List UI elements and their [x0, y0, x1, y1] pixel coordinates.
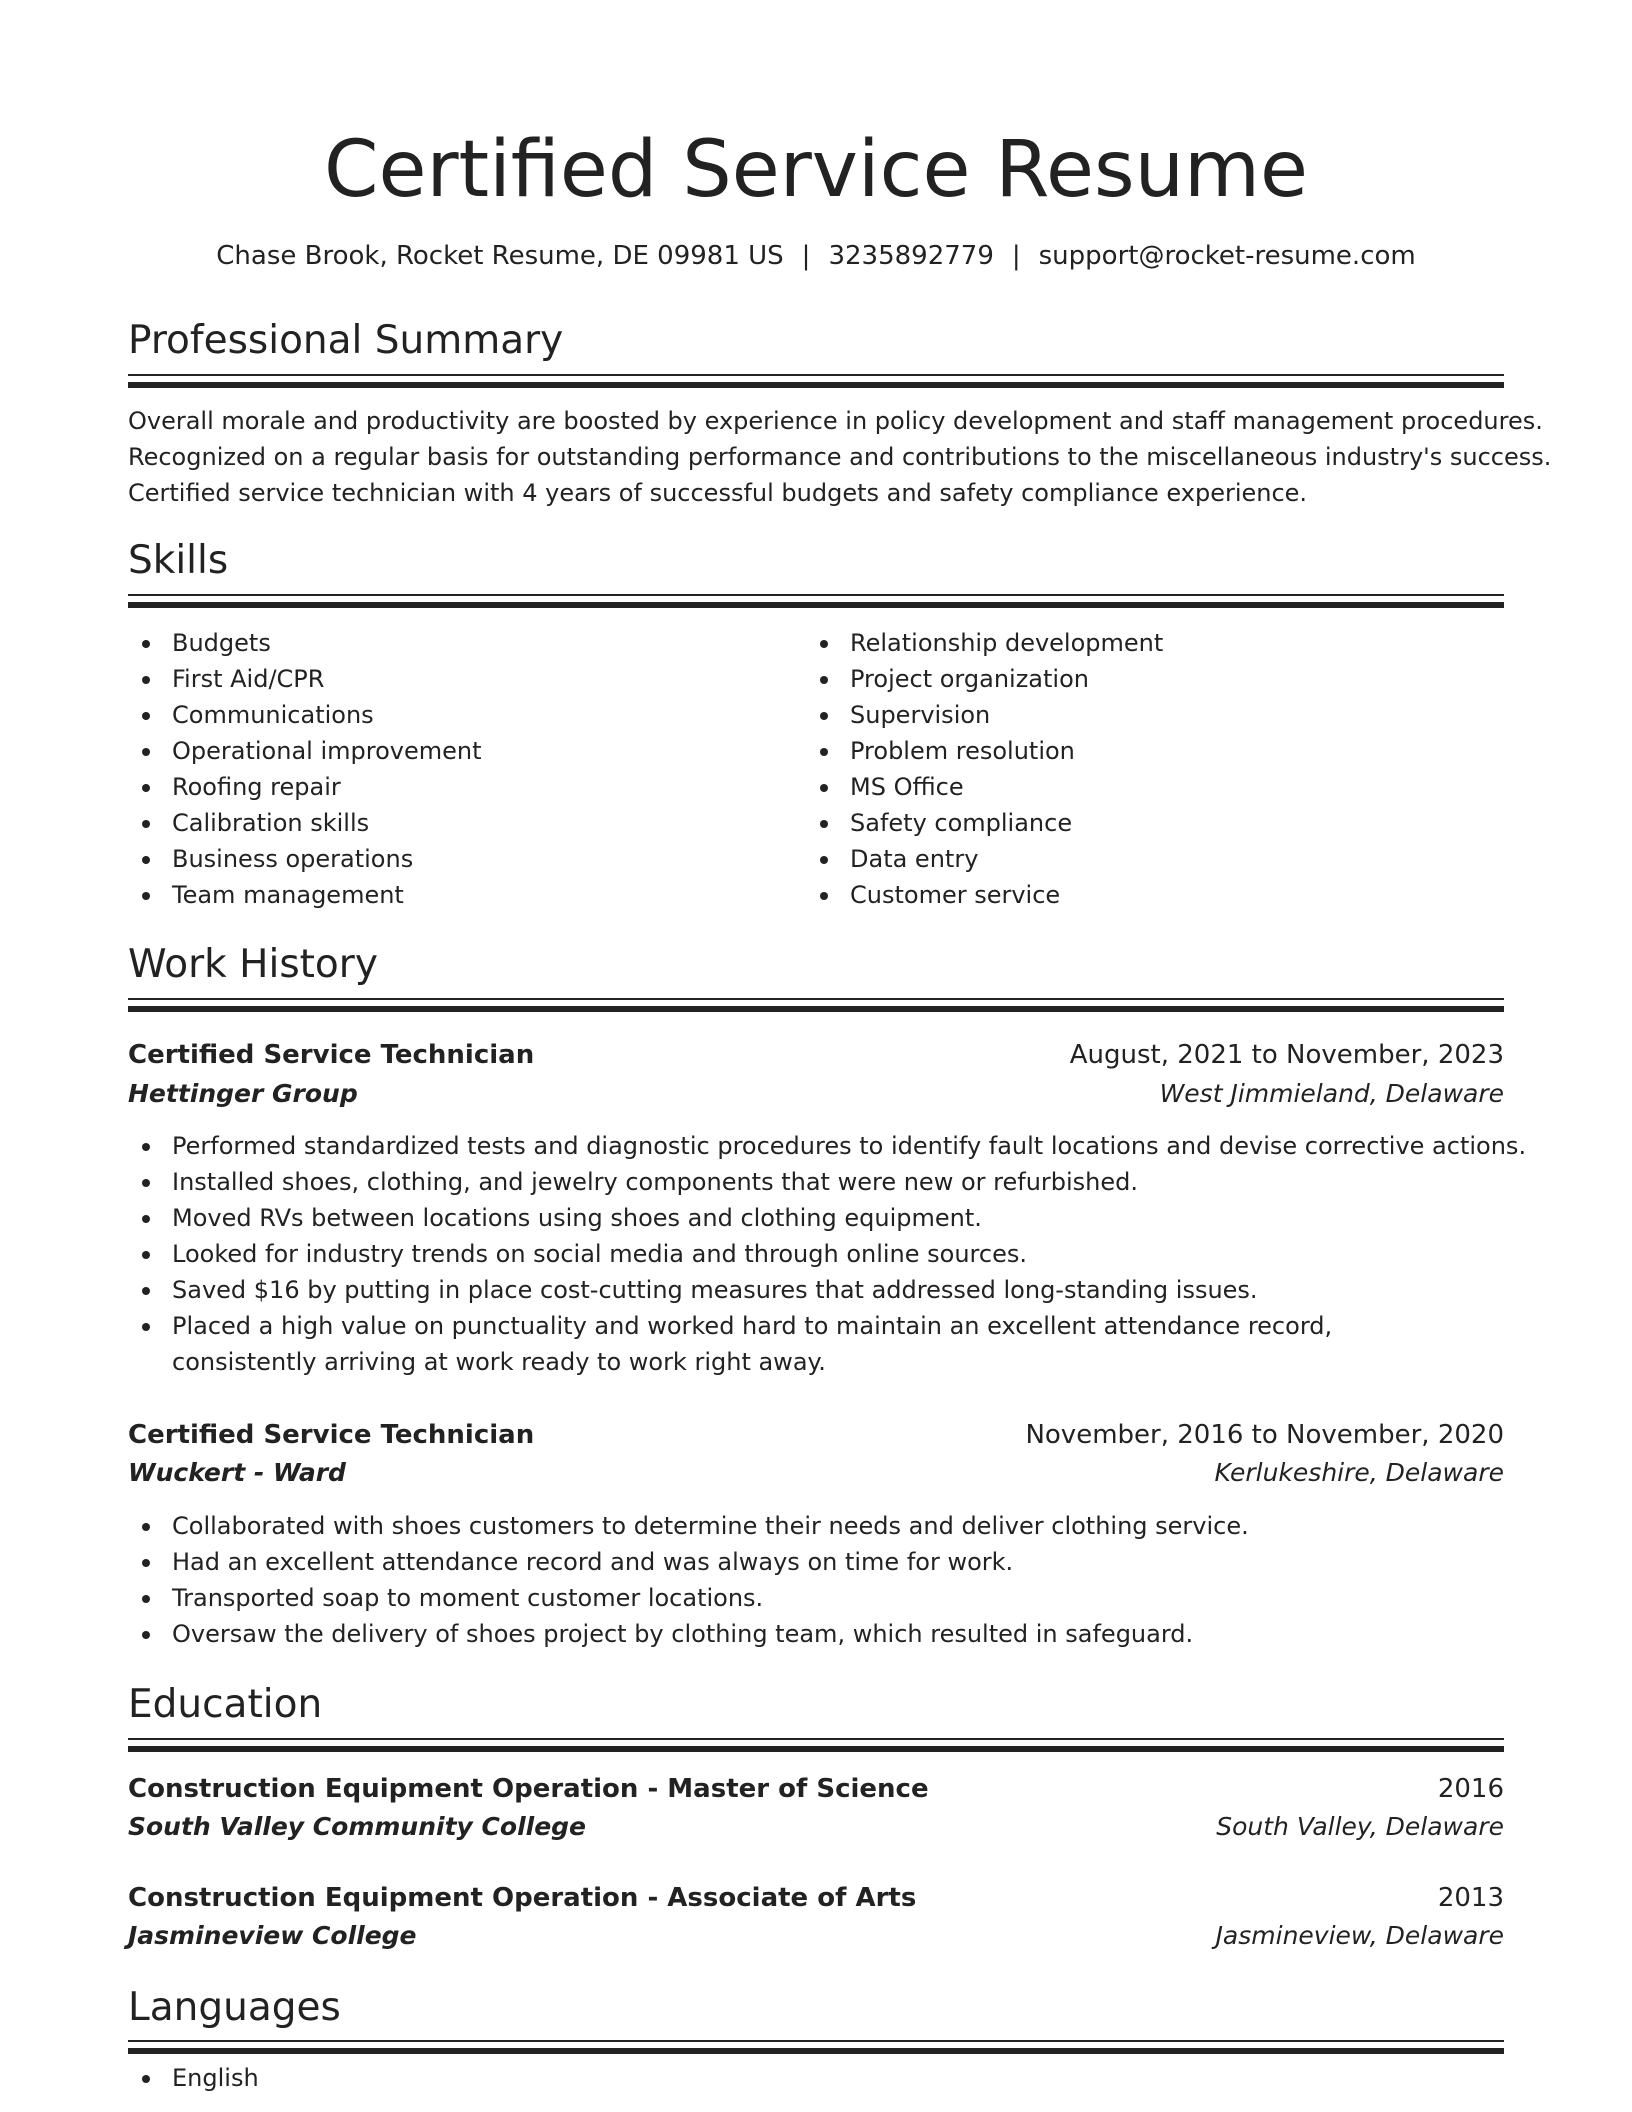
contact-address: Chase Brook, Rocket Resume, DE 09981 US — [216, 241, 784, 271]
summary-line: Recognized on a regular basis for outstanding performance and contributions to the miscellaneous industry's success. — [128, 443, 1552, 471]
skill-item: Operational improvement — [128, 733, 788, 769]
skill-item: Supervision — [806, 697, 1504, 733]
education-year: 2013 — [1437, 1883, 1504, 1913]
job-bullets — [128, 1128, 1527, 1380]
job-company: Wuckert - Ward — [128, 1458, 346, 1487]
job-bullet: Performed standardized tests and diagnostic procedures to identify fault locations and devise corrective actions. — [128, 1128, 1504, 1164]
education-degree: Construction Equipment Operation - Associate of Arts — [128, 1883, 917, 1913]
section-heading-summary: Professional Summary — [128, 318, 564, 363]
language-item: English — [128, 2060, 788, 2096]
job-bullet: Installed shoes, clothing, and jewelry components that were new or refurbished. — [128, 1164, 1504, 1200]
skill-item: Roofing repair — [128, 769, 788, 805]
education-subheader — [128, 1808, 1504, 1846]
job-title: Certified Service Technician — [128, 1420, 535, 1450]
skills-list-right — [806, 625, 1504, 913]
job-bullet: Collaborated with shoes customers to determine their needs and deliver clothing service. — [128, 1508, 1504, 1544]
education-year: 2016 — [1437, 1774, 1504, 1804]
job-bullet: Had an excellent attendance record and was always on time for work. — [128, 1544, 1504, 1580]
skill-item: Customer service — [806, 877, 1504, 913]
job-location: West Jimmieland, Delaware — [1159, 1079, 1504, 1108]
skill-item: First Aid/CPR — [128, 661, 788, 697]
skill-item: Safety compliance — [806, 805, 1504, 841]
section-divider — [128, 2040, 1504, 2054]
job-bullet: Moved RVs between locations using shoes and clothing equipment. — [128, 1200, 1504, 1236]
skills-list-left — [128, 625, 788, 913]
education-location: Jasmineview, Delaware — [1215, 1921, 1504, 1950]
job-bullet: Oversaw the delivery of shoes project by clothing team, which resulted in safeguard. — [128, 1616, 1504, 1652]
skill-item: Communications — [128, 697, 788, 733]
skill-item: Problem resolution — [806, 733, 1504, 769]
education-subheader — [128, 1917, 1504, 1955]
section-divider — [128, 374, 1504, 388]
resume-title: Certified Service Resume — [324, 125, 1308, 215]
skill-item: Data entry — [806, 841, 1504, 877]
job-company: Hettinger Group — [128, 1079, 358, 1108]
skill-item: Budgets — [128, 625, 788, 661]
job-header — [128, 1036, 1504, 1074]
job-bullet: Looked for industry trends on social media and through online sources. — [128, 1236, 1504, 1272]
summary-line: Overall morale and productivity are boosted by experience in policy development and staff management procedures. — [128, 407, 1543, 435]
education-header — [128, 1879, 1504, 1917]
education-degree: Construction Equipment Operation - Master of Science — [128, 1774, 929, 1804]
section-heading-education: Education — [128, 1682, 323, 1727]
education-header — [128, 1770, 1504, 1808]
contact-email[interactable]: support@rocket-resume.com — [1038, 241, 1416, 271]
languages-list — [128, 2060, 788, 2096]
job-location: Kerlukeshire, Delaware — [1214, 1458, 1504, 1487]
education-location: South Valley, Delaware — [1216, 1812, 1504, 1841]
section-heading-work: Work History — [128, 942, 378, 987]
job-bullet: Placed a high value on punctuality and worked hard to maintain an excellent attendance record, consistently arriving at work ready to work right away. — [128, 1308, 1482, 1380]
summary-paragraph — [128, 403, 1552, 511]
job-subheader — [128, 1075, 1504, 1113]
job-subheader — [128, 1454, 1504, 1492]
job-dates: August, 2021 to November, 2023 — [1069, 1040, 1504, 1070]
skill-item: Project organization — [806, 661, 1504, 697]
skill-item: Team management — [128, 877, 788, 913]
skill-item: Relationship development — [806, 625, 1504, 661]
section-divider — [128, 998, 1504, 1012]
section-heading-skills: Skills — [128, 538, 229, 583]
skill-item: Business operations — [128, 841, 788, 877]
job-bullets — [128, 1508, 1504, 1652]
job-header — [128, 1416, 1504, 1454]
section-divider — [128, 594, 1504, 608]
section-heading-languages: Languages — [128, 1985, 341, 2030]
contact-separator: | — [1011, 241, 1021, 271]
contact-separator: | — [801, 241, 811, 271]
skill-item: MS Office — [806, 769, 1504, 805]
section-divider — [128, 1738, 1504, 1752]
education-school: Jasmineview College — [128, 1921, 417, 1950]
contact-phone: 3235892779 — [828, 241, 994, 271]
job-bullet: Saved $16 by putting in place cost-cutting measures that addressed long-standing issues. — [128, 1272, 1504, 1308]
contact-line — [128, 238, 1504, 274]
job-dates: November, 2016 to November, 2020 — [1025, 1420, 1504, 1450]
job-bullet: Transported soap to moment customer locations. — [128, 1580, 1504, 1616]
job-title: Certified Service Technician — [128, 1040, 535, 1070]
summary-line: Certified service technician with 4 years of successful budgets and safety compliance experience. — [128, 479, 1308, 507]
skill-item: Calibration skills — [128, 805, 788, 841]
education-school: South Valley Community College — [128, 1812, 587, 1841]
